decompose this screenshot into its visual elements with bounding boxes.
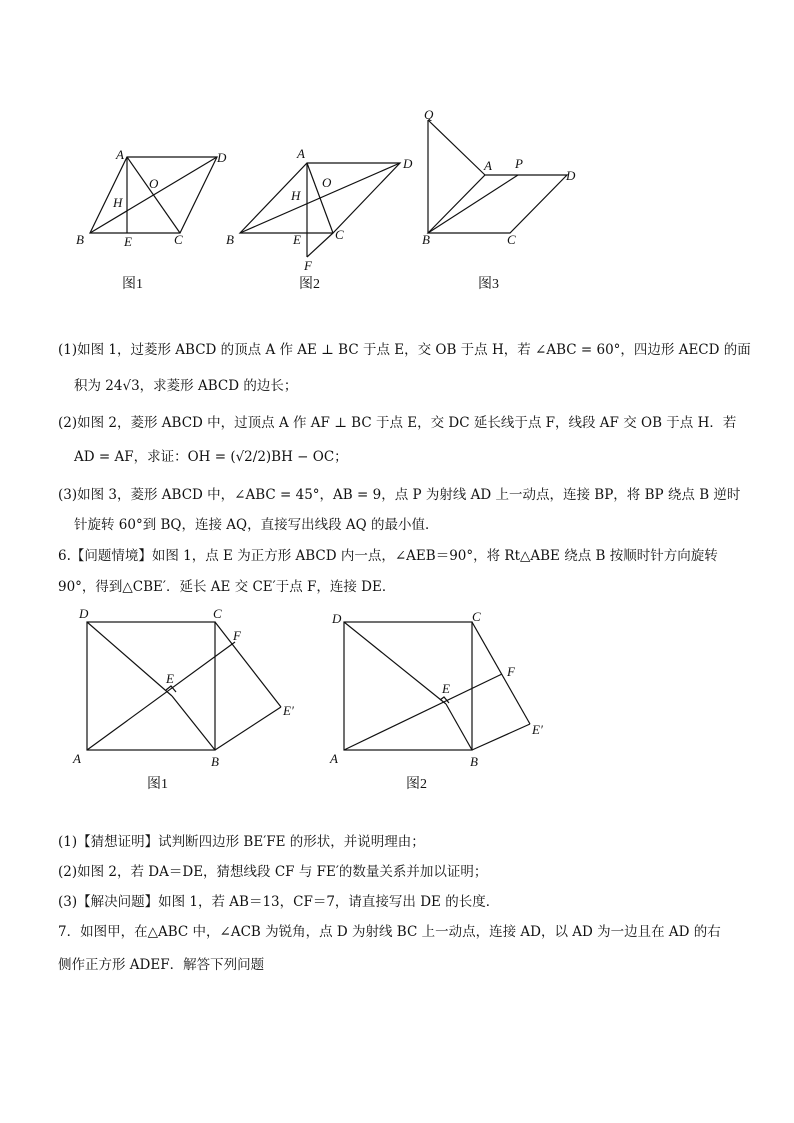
- label-C: C: [472, 609, 481, 624]
- label-F: F: [507, 664, 515, 679]
- rhombus-abcd: [428, 175, 567, 233]
- figure-3-svg: [412, 100, 592, 300]
- segment-be2: [215, 707, 281, 750]
- label-E: E: [166, 671, 174, 686]
- segment-de: [344, 622, 446, 704]
- label-D: D: [79, 606, 89, 621]
- label-B: B: [211, 754, 219, 769]
- line-af: [87, 642, 235, 750]
- q6-part1: (1)【猜想证明】试判断四边形 BE′FE 的形状，并说明理由；: [58, 834, 425, 850]
- label-H: H: [291, 188, 301, 203]
- square-abcd: [344, 622, 472, 750]
- label-D: D: [403, 156, 413, 171]
- label-E-prime: E′: [283, 703, 294, 718]
- label-O: O: [149, 176, 159, 191]
- figure-caption: 图1: [122, 277, 143, 292]
- extension-cf: [307, 233, 333, 257]
- segment-aq: [428, 120, 485, 175]
- segment-de: [87, 622, 172, 696]
- q6-line2: 90°，得到△CBE′．延长 AE 交 CE′于点 F，连接 DE．: [58, 579, 396, 595]
- label-A: A: [73, 751, 81, 766]
- q6-line1: 6.【问题情境】如图 1，点 E 为正方形 ABCD 内一点，∠AEB＝90°，将 Rt△ABE 绕点 B 按顺时针方向旋转: [58, 548, 718, 564]
- q6-figure-1-square: [65, 600, 315, 800]
- figure-caption: 图3: [478, 277, 499, 292]
- q5-part1-line2: 积为 24√3，求菱形 ABCD 的边长；: [74, 378, 298, 394]
- label-D: D: [217, 150, 227, 165]
- q7-line2: 侧作正方形 ADEF．解答下列问题: [58, 957, 265, 973]
- label-F: F: [233, 628, 241, 643]
- segment-eb: [446, 704, 472, 750]
- label-E-prime: E′: [532, 722, 543, 737]
- q6-figure-1-svg: [65, 600, 315, 800]
- q6-figure-2-svg: [322, 600, 572, 800]
- square-abcd: [87, 622, 215, 750]
- label-P: P: [515, 156, 523, 171]
- diagonal-bd: [240, 163, 400, 233]
- label-E: E: [293, 232, 301, 247]
- q6-part2: (2)如图 2，若 DA＝DE，猜想线段 CF 与 FE′的数量关系并加以证明；: [58, 864, 488, 880]
- segment-eb: [172, 696, 215, 750]
- q7-line1: 7．如图甲，在△ABC 中，∠ACB 为锐角，点 D 为射线 BC 上一动点，连接 AD，以 AD 为一边且在 AD 的右: [58, 924, 721, 940]
- segment-be2: [472, 724, 530, 750]
- figure-1-rhombus: [60, 140, 240, 300]
- label-A: A: [297, 146, 305, 161]
- figure-caption: 图2: [406, 777, 427, 792]
- segment-ce2: [472, 622, 530, 724]
- label-B: B: [470, 754, 478, 769]
- label-D: D: [332, 611, 342, 626]
- label-O: O: [322, 175, 332, 190]
- label-Q: Q: [424, 107, 434, 122]
- q6-figure-2-square: [322, 600, 572, 800]
- q5-part1-line1: (1)如图 1，过菱形 ABCD 的顶点 A 作 AE ⊥ BC 于点 E，交 OB 于点 H，若 ∠ABC = 60°，四边形 AECD 的面: [58, 342, 751, 358]
- label-E: E: [442, 681, 450, 696]
- figure-caption: 图1: [147, 777, 168, 792]
- label-H: H: [113, 195, 123, 210]
- figure-1-svg: [60, 140, 240, 300]
- label-C: C: [507, 232, 516, 247]
- label-B: B: [422, 232, 430, 247]
- q5-part3-line2: 针旋转 60°到 BQ，连接 AQ，直接写出线段 AQ 的最小值．: [74, 517, 439, 533]
- label-B: B: [226, 232, 234, 247]
- segment-bp: [428, 175, 518, 233]
- label-A: A: [330, 751, 338, 766]
- q5-part2-line1: (2)如图 2，菱形 ABCD 中，过顶点 A 作 AF ⊥ BC 于点 E，交 DC 延长线于点 F，线段 AF 交 OB 于点 H．若: [58, 415, 737, 431]
- figure-2-rhombus: [225, 140, 425, 300]
- label-C: C: [174, 232, 183, 247]
- label-F: F: [304, 258, 312, 273]
- q5-part2-line2: AD = AF，求证：OH = (√2/2)BH − OC；: [74, 449, 348, 465]
- label-C: C: [335, 227, 344, 242]
- q6-part3: (3)【解决问题】如图 1，若 AB＝13，CF＝7，请直接写出 DE 的长度．: [58, 894, 500, 910]
- label-C: C: [213, 606, 222, 621]
- figure-3-rhombus: [412, 100, 592, 300]
- label-A: A: [116, 147, 124, 162]
- label-E: E: [124, 234, 132, 249]
- segment-ce2: [215, 622, 281, 707]
- figure-caption: 图2: [299, 277, 320, 292]
- figure-2-svg: [225, 140, 425, 300]
- label-B: B: [76, 232, 84, 247]
- q5-part3-line1: (3)如图 3，菱形 ABCD 中，∠ABC = 45°，AB = 9，点 P 为射线 AD 上一动点，连接 BP，将 BP 绕点 B 逆时: [58, 487, 741, 503]
- label-A: A: [484, 158, 492, 173]
- label-D: D: [566, 168, 576, 183]
